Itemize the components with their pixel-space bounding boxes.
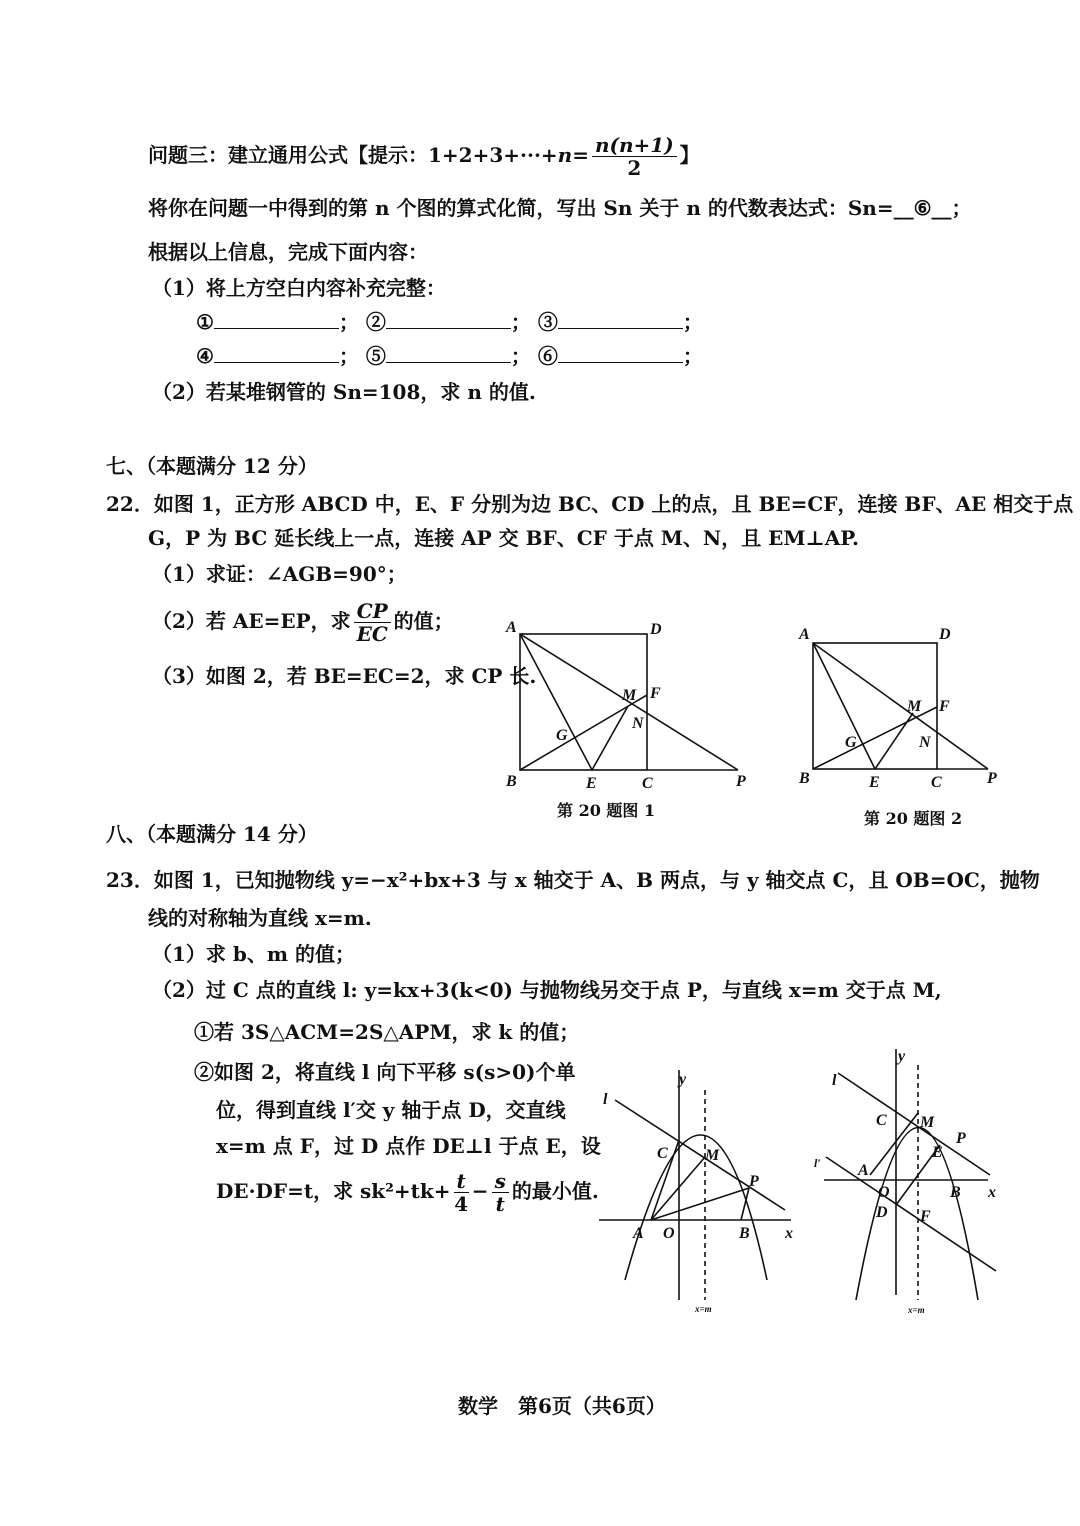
figure-20-1-caption: 第 20 题图 1 [557, 801, 656, 820]
blank-label-3: ③ [537, 310, 558, 334]
fig3-label-x: x [785, 1225, 793, 1242]
label-d-2: D [939, 626, 951, 643]
q23-part2b-l2: 位，得到直线 l′交 y 轴于点 D，交直线 [216, 1098, 566, 1122]
label-g-2: G [845, 734, 857, 751]
blank-row-1 [196, 310, 703, 334]
parabola [625, 1135, 767, 1280]
label-e-2: E [869, 774, 880, 791]
q22-frac-den: EC [356, 622, 388, 646]
label-m-2: M [907, 698, 922, 715]
section7-header: 七、（本题满分 12 分） [106, 454, 318, 478]
figure-23-1 [595, 1060, 805, 1320]
problem3-line1 [148, 134, 700, 178]
blank-label-6: ⑥ [537, 344, 558, 368]
label-a: A [506, 619, 517, 636]
fig3-label-y: y [679, 1071, 687, 1088]
fig4-label-l: l [832, 1072, 837, 1089]
q23-frac2-num: s [492, 1170, 509, 1193]
label-m: M [622, 687, 637, 704]
fig4-label-xm: x=m [908, 1305, 925, 1315]
fig4-label-x: x [988, 1184, 996, 1201]
blank-6[interactable] [558, 344, 683, 363]
q23-l4-pre: DE·DF=t，求 sk²+tk+ [216, 1179, 451, 1203]
fig4-label-e: E [932, 1144, 943, 1161]
line-l [615, 1100, 785, 1210]
q22-part2-post: 的值； [393, 609, 454, 633]
label-f-2: F [939, 698, 950, 715]
blank-1[interactable] [214, 310, 339, 329]
figure-20-2-caption: 第 20 题图 2 [864, 809, 963, 828]
figure-20-2 [795, 625, 1005, 795]
q23-part2a: ①若 3S△ACM=2S△APM，求 k 的值； [194, 1020, 580, 1044]
blank-4[interactable] [214, 344, 339, 363]
fig4-label-m: M [920, 1114, 935, 1131]
section8-header: 八、（本题满分 14 分） [106, 822, 318, 846]
problem3-n: n [557, 143, 573, 167]
segment-em-2 [875, 713, 913, 769]
q23-part2: （2）过 C 点的直线 l: y=kx+3(k<0) 与抛物线另交于点 P，与直线 x=m 交于点 M, [152, 978, 942, 1002]
fig4-label-y: y [898, 1048, 906, 1065]
q22-fraction [354, 600, 391, 645]
label-p: P [736, 773, 746, 790]
q23-part2b-l4 [216, 1170, 599, 1224]
problem3-q2: （2）若某堆钢管的 Sn=108，求 n 的值. [152, 380, 536, 404]
sep: ； [338, 310, 359, 334]
blank-label-4: ④ [196, 344, 214, 368]
fig4-label-a: A [858, 1162, 869, 1179]
problem3-q1: （1）将上方空白内容补充完整： [152, 276, 446, 300]
fig3-label-l: l [603, 1091, 608, 1108]
fig3-label-m: M [705, 1147, 720, 1164]
label-n-2: N [919, 734, 931, 751]
q22-part1: （1）求证：∠AGB=90°； [152, 562, 407, 586]
q22-part3: （3）如图 2，若 BE=EC=2，求 CP 长. [152, 664, 537, 688]
segment-ae-2 [813, 643, 875, 769]
q23-line2: 线的对称轴为直线 x=m. [148, 906, 372, 930]
blank-5[interactable] [386, 344, 511, 363]
figure-23-2 [810, 1045, 1010, 1320]
q23-part2b-l3: x=m 点 F，过 D 点作 DE⊥l 于点 E，设 [216, 1134, 601, 1158]
segment-ap-2 [813, 643, 988, 769]
parabola-2 [856, 1128, 978, 1301]
blank-row-2 [196, 344, 703, 368]
q22-part2-pre: （2）若 AE=EP，求 [152, 609, 351, 633]
fig3-label-o: O [663, 1225, 675, 1242]
q22-line1: 22．如图 1，正方形 ABCD 中，E、F 分别为边 BC、CD 上的点，且 BE=CF，连接 BF、AE 相交于点 [106, 492, 1074, 516]
label-a-2: A [799, 626, 810, 643]
line-l-prime [826, 1157, 996, 1271]
fig4-label-d: D [876, 1204, 888, 1221]
fig4-label-o: O [878, 1184, 890, 1201]
problem3-line2: 将你在问题一中得到的第 n 个图的算式化简，写出 Sn 关于 n 的代数表达式：Sn=__⑥__； [148, 196, 972, 220]
label-b-2: B [799, 770, 810, 787]
q23-frac1-num: t [454, 1170, 469, 1193]
problem3-line3: 根据以上信息，完成下面内容： [148, 240, 428, 264]
blank-3[interactable] [558, 310, 683, 329]
problem3-lead: 问题三：建立通用公式【提示：1+2+3+···+ [148, 143, 558, 167]
segment-em [592, 706, 628, 770]
fig4-label-p: P [956, 1130, 966, 1147]
fig3-label-xm: x=m [695, 1304, 712, 1314]
problem3-frac-den: 2 [627, 156, 642, 180]
problem3-frac-num: n(n+1) [592, 134, 677, 157]
label-b: B [506, 773, 517, 790]
label-c-2: C [931, 774, 942, 791]
label-f: F [650, 685, 661, 702]
label-g: G [556, 727, 568, 744]
q23-part2b-l1: ②如图 2，将直线 l 向下平移 s(s>0)个单 [194, 1060, 576, 1084]
q22-line2: G，P 为 BC 延长线上一点，连接 AP 交 BF、CF 于点 M、N，且 EM⊥AP. [148, 526, 859, 550]
blank-label-1: ① [196, 310, 214, 334]
sep: ； [682, 344, 703, 368]
q22-frac-num: CP [354, 600, 391, 623]
q23-minus: − [471, 1179, 489, 1203]
fig4-label-l-prime: l′ [814, 1156, 821, 1170]
fig4-label-b: B [950, 1184, 961, 1201]
line-l-2 [838, 1073, 990, 1175]
sep: ； [682, 310, 703, 334]
fig3-label-p: P [749, 1173, 759, 1190]
q23-part1: （1）求 b、m 的值； [152, 942, 355, 966]
q23-frac-t4 [454, 1170, 469, 1215]
fig3-label-a: A [633, 1225, 644, 1242]
problem3-eq: = [572, 143, 589, 167]
q23-l4-post: 的最小值. [511, 1179, 599, 1203]
q23-frac1-den: 4 [454, 1192, 469, 1216]
blank-label-5: ⑤ [365, 344, 386, 368]
q23-line1: 23．如图 1，已知抛物线 y=−x²+bx+3 与 x 轴交于 A、B 两点，与 y 轴交点 C，且 OB=OC，抛物 [106, 868, 1040, 892]
sep: ； [510, 344, 531, 368]
sep: ； [338, 344, 359, 368]
fig3-label-c: C [657, 1145, 668, 1162]
q23-frac2-den: t [495, 1192, 505, 1216]
fig4-label-f: F [920, 1208, 931, 1225]
q23-frac-st [492, 1170, 509, 1215]
blank-2[interactable] [386, 310, 511, 329]
page-footer: 数学 第6页（共6页） [458, 1394, 666, 1418]
problem3-close: 】 [679, 143, 700, 167]
label-c: C [642, 775, 653, 792]
problem3-hint-fraction [592, 134, 677, 179]
label-n: N [632, 715, 644, 732]
q22-part2 [152, 600, 454, 650]
fig4-label-c: C [876, 1112, 887, 1129]
fig3-label-b: B [739, 1225, 750, 1242]
label-d: D [650, 621, 662, 638]
sep: ； [510, 310, 531, 334]
figure-20-1 [500, 618, 760, 793]
label-p-2: P [987, 770, 997, 787]
label-e: E [586, 775, 597, 792]
blank-label-2: ② [365, 310, 386, 334]
